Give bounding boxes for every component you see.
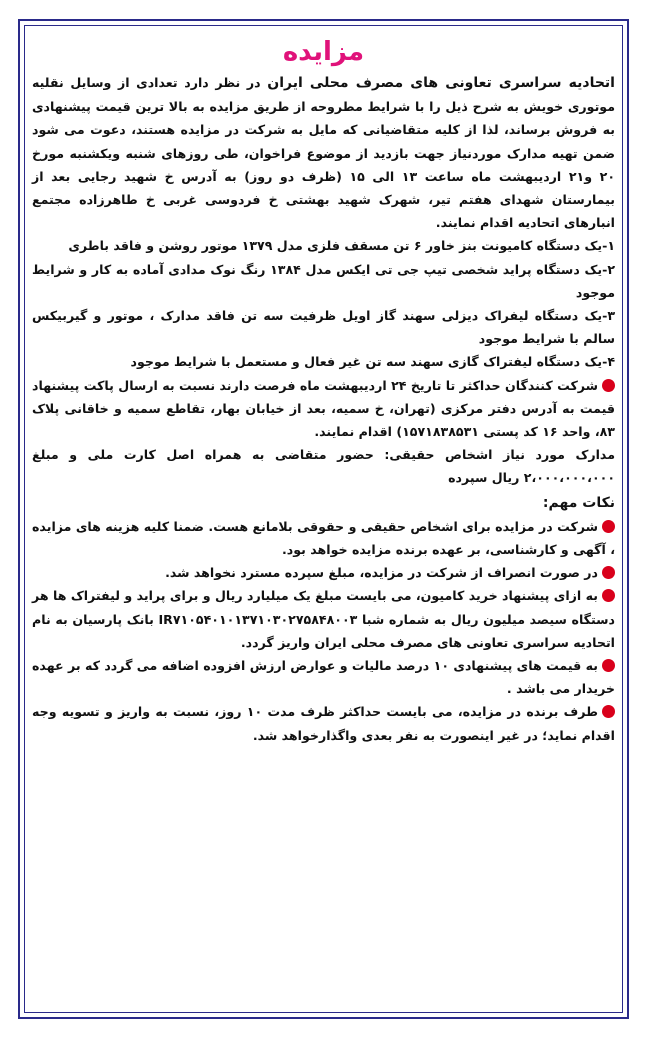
ad-title: مزایده	[282, 37, 365, 67]
ad-frame	[18, 19, 629, 1019]
bidding-text: شرکت کنندگان حداکثر تا تاریخ ۲۴ اردیبهشت ماه فرصت دارند نسبت به ارسال پاکت پیشنهاد قیمت به آدرس دفتر مرکزی (تهران، خ سمیه، بعد از خیابان بهار، تقاطع سمیه و خاقانی پلاک ۸۳، واحد ۱۶ کد پستی ۱۵۷۱۸۳۸۵۳۱) اقدام نمایند.	[32, 377, 615, 440]
note-2	[32, 561, 615, 584]
note-text: به ازای پیشنهاد خرید کامیون، می بایست مبلغ یک میلیارد ریال و برای پراید و لیفتراک ها هر دستگاه سیصد میلیون ریال به شماره شبا IR۷۱۰۵۴۰۱۰۱۳۷۱۰۳۰۲۷۵۸۴۸۰۰۳ بانک پارسیان به نام اتحادیه سراسری تعاونی های مصرف محلی ایران واریز گردد.	[32, 588, 615, 650]
documents-paragraph: مدارک مورد نیاز اشخاص حقیقی: حضور متقاضی به همراه اصل کارت ملی و مبلغ ۲،۰۰۰،۰۰۰،۰۰۰ ریال سپرده	[32, 447, 615, 486]
item-2: ۲-یک دستگاه پراید شخصی تیپ جی تی ایکس مدل ۱۳۸۴ رنگ نوک مدادی آماده به کار و شرایط موجود	[32, 261, 615, 300]
note-4	[32, 654, 615, 700]
bullet-icon	[602, 705, 615, 718]
bullet-icon	[602, 589, 615, 602]
note-1	[32, 515, 615, 561]
note-text: به قیمت های پیشنهادی ۱۰ درصد مالیات و عوارض ارزش افزوده اضافه می گردد که بر عهده خریدار می باشد .	[32, 658, 615, 697]
bidding-paragraph	[32, 374, 615, 444]
intro-lead: اتحادیه سراسری تعاونی های مصرف محلی ایران	[267, 75, 615, 91]
bullet-icon	[602, 659, 615, 672]
note-text: در صورت انصراف از شرکت در مزایده، مبلغ سپرده مسترد نخواهد شد.	[165, 565, 598, 581]
notes-title: نکات مهم:	[542, 494, 615, 511]
ad-content	[32, 35, 615, 747]
bullet-icon	[602, 520, 615, 533]
item-3: ۳-یک دستگاه لیفراک دیزلی سهند گاز اویل ظرفیت سه تن فاقد مدارک ، موتور و گیربیکس سالم با شرایط موجود	[32, 308, 615, 347]
note-3	[32, 584, 615, 654]
bullet-icon	[602, 566, 615, 579]
bullet-icon	[602, 379, 615, 392]
item-4: ۴-یک دستگاه لیفتراک گازی سهند سه تن غیر فعال و مستعمل با شرایط موجود	[130, 354, 615, 370]
note-text: شرکت در مزایده برای اشخاص حقیقی و حقوقی بلامانع هست. ضمنا کلیه هزینه های مزایده ، آگهی و کارشناسی، بر عهده برنده مزایده خواهد بود.	[32, 518, 615, 558]
note-5	[32, 700, 615, 746]
intro-text: در نظر دارد تعدادی از وسایل نقلیه موتوری خویش به شرح ذیل را با شرایط مطروحه از طریق مزایده به بالا ترین قیمت پیشنهادی به فروش برساند، لذا از کلیه متقاضیانی که مایل به شرکت در مزایده هستند، دعوت می شود ضمن تهیه مدارک موردنیاز جهت بازدید از موضوع فراخوان، طی روزهای شنبه ویکشنبه مورخ ۲۰ و۲۱ اردیبهشت ماه ساعت ۱۳ الی ۱۵ (ظرف دو روز) به آدرس خ شهید رجایی بعد از بیمارستان شهدای هفتم تیر، شهرک شهید بهشتی خ فردوسی غربی خ طاهرزاده مجتمع انبارهای اتحادیه اقدام نمایند.	[32, 75, 616, 231]
intro-paragraph	[32, 71, 615, 234]
note-text: طرف برنده در مزایده، می بایست حداکثر ظرف مدت ۱۰ روز، نسبت به واریز و تسویه وجه اقدام نماید؛ در غیر اینصورت به نفر بعدی واگذارخواهد شد.	[32, 704, 615, 743]
item-1: ۱-یک دستگاه کامیونت بنز خاور ۶ تن مسقف فلزی مدل ۱۳۷۹ موتور روشن و فاقد باطری	[68, 238, 615, 254]
